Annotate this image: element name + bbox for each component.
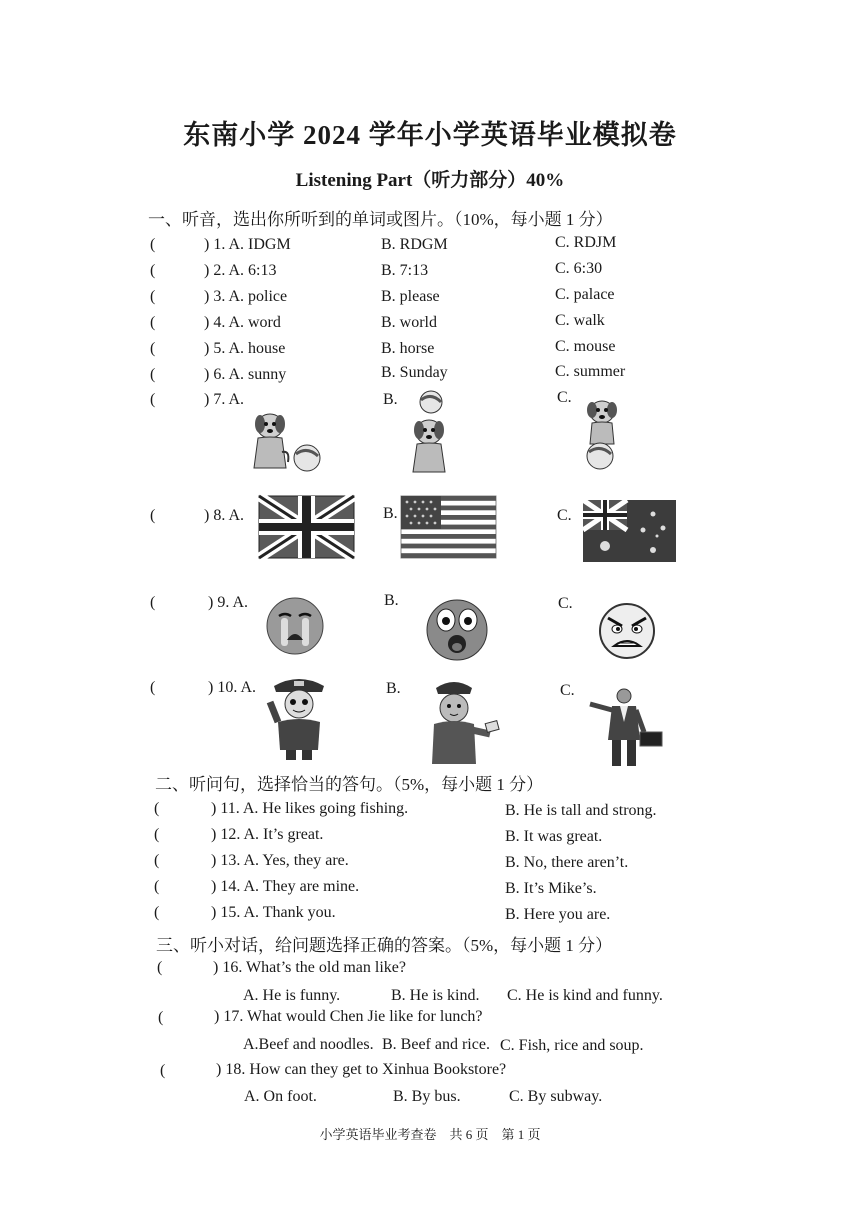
question-2-option-c: C. 6:30 <box>555 260 603 277</box>
question-2-option-a: ) 2. A. 6:13 <box>204 262 277 279</box>
question-13-option-b: B. No, there aren’t. <box>505 854 629 871</box>
question-14-option-b: B. It’s Mike’s. <box>505 880 597 897</box>
question-12-option-b: B. It was great. <box>505 828 603 845</box>
angry-face-image <box>596 602 658 660</box>
question-8-c-label: C. <box>557 507 572 524</box>
question-15-option-a: ) 15. A. Thank you. <box>211 904 336 921</box>
question-16-option-c: C. He is kind and funny. <box>507 987 663 1004</box>
question-4-option-b: B. world <box>381 314 437 331</box>
answer-paren: ( <box>157 959 163 976</box>
answer-paren: ( <box>150 314 156 331</box>
question-7-c-label: C. <box>557 389 572 406</box>
question-5-option-c: C. mouse <box>555 338 616 355</box>
question-7-label: ) 7. A. <box>204 391 244 408</box>
question-10-label: ) 10. A. <box>208 679 256 696</box>
dog-under-ball-image <box>405 388 455 474</box>
question-5-option-b: B. horse <box>381 340 435 357</box>
postman-image <box>426 676 502 766</box>
page-footer: 小学英语毕业考查卷 共 6 页 第 1 页 <box>319 1127 541 1142</box>
surprised-face-image <box>425 598 490 662</box>
answer-paren: ( <box>150 391 156 408</box>
answer-paren: ( <box>154 826 160 843</box>
section-2-heading: 二、听问句，选择恰当的答句。（5%，每小题 1 分） <box>155 775 544 794</box>
uk-flag-image <box>259 496 354 558</box>
question-9-label: ) 9. A. <box>208 594 248 611</box>
question-9-b-label: B. <box>384 592 399 609</box>
answer-paren: ( <box>154 800 160 817</box>
section-3-heading: 三、听小对话，给问题选择正确的答案。（5%，每小题 1 分） <box>156 936 613 955</box>
question-4-option-a: ) 4. A. word <box>204 314 281 331</box>
answer-paren: ( <box>158 1009 164 1026</box>
question-16-option-b: B. He is kind. <box>391 987 480 1004</box>
question-16-option-a: A. He is funny. <box>243 987 341 1004</box>
question-2-option-b: B. 7:13 <box>381 262 429 279</box>
question-18-option-a: A. On foot. <box>244 1088 317 1105</box>
question-8-label: ) 8. A. <box>204 507 244 524</box>
answer-paren: ( <box>150 288 156 305</box>
question-3-option-a: ) 3. A. police <box>204 288 288 305</box>
question-17-option-b: B. Beef and rice. <box>382 1036 490 1053</box>
section-1-heading: 一、听音，选出你所听到的单词或图片。（10%，每小题 1 分） <box>148 210 613 229</box>
answer-paren: ( <box>150 507 156 524</box>
question-18-option-c: C. By subway. <box>509 1088 603 1105</box>
question-1-option-a: ) 1. A. IDGM <box>204 236 291 253</box>
exam-title: 东南小学 2024 学年小学英语毕业模拟卷 <box>183 120 677 150</box>
police-officer-image <box>264 672 334 762</box>
us-flag-image <box>401 496 496 558</box>
question-3-option-b: B. please <box>381 288 440 305</box>
question-10-b-label: B. <box>386 680 401 697</box>
answer-paren: ( <box>150 262 156 279</box>
question-6-option-b: B. Sunday <box>381 364 448 381</box>
question-17-text: ) 17. What would Chen Jie like for lunch? <box>214 1008 483 1025</box>
question-14-option-a: ) 14. A. They are mine. <box>211 878 360 895</box>
answer-paren: ( <box>154 904 160 921</box>
crying-face-image <box>265 596 325 656</box>
question-18-option-b: B. By bus. <box>393 1088 461 1105</box>
dog-on-ball-image <box>578 392 628 474</box>
answer-paren: ( <box>150 679 156 696</box>
answer-paren: ( <box>150 594 156 611</box>
answer-paren: ( <box>150 340 156 357</box>
question-6-option-a: ) 6. A. sunny <box>204 366 287 383</box>
businessman-image <box>586 688 668 768</box>
question-1-option-c: C. RDJM <box>555 234 617 251</box>
dog-beside-ball-image <box>250 402 330 474</box>
question-4-option-c: C. walk <box>555 312 605 329</box>
question-11-option-b: B. He is tall and strong. <box>505 802 657 819</box>
answer-paren: ( <box>160 1062 166 1079</box>
question-8-b-label: B. <box>383 505 398 522</box>
australia-flag-image <box>583 500 676 562</box>
question-10-c-label: C. <box>560 682 575 699</box>
question-16-text: ) 16. What’s the old man like? <box>213 959 406 976</box>
answer-paren: ( <box>150 366 156 383</box>
question-15-option-b: B. Here you are. <box>505 906 611 923</box>
question-6-option-c: C. summer <box>555 363 626 380</box>
question-17-option-c: C. Fish, rice and soup. <box>500 1037 644 1054</box>
exam-subtitle: Listening Part（听力部分）40% <box>295 170 565 191</box>
answer-paren: ( <box>154 878 160 895</box>
question-18-text: ) 18. How can they get to Xinhua Bookstore? <box>216 1061 507 1078</box>
question-1-option-b: B. RDGM <box>381 236 448 253</box>
question-11-option-a: ) 11. A. He likes going fishing. <box>211 800 409 817</box>
question-5-option-a: ) 5. A. house <box>204 340 286 357</box>
answer-paren: ( <box>154 852 160 869</box>
question-13-option-a: ) 13. A. Yes, they are. <box>211 852 349 869</box>
question-3-option-c: C. palace <box>555 286 615 303</box>
answer-paren: ( <box>150 236 156 253</box>
question-17-option-a: A.Beef and noodles. <box>243 1036 374 1053</box>
question-7-b-label: B. <box>383 391 398 408</box>
question-12-option-a: ) 12. A. It’s great. <box>211 826 324 843</box>
question-9-c-label: C. <box>558 595 573 612</box>
